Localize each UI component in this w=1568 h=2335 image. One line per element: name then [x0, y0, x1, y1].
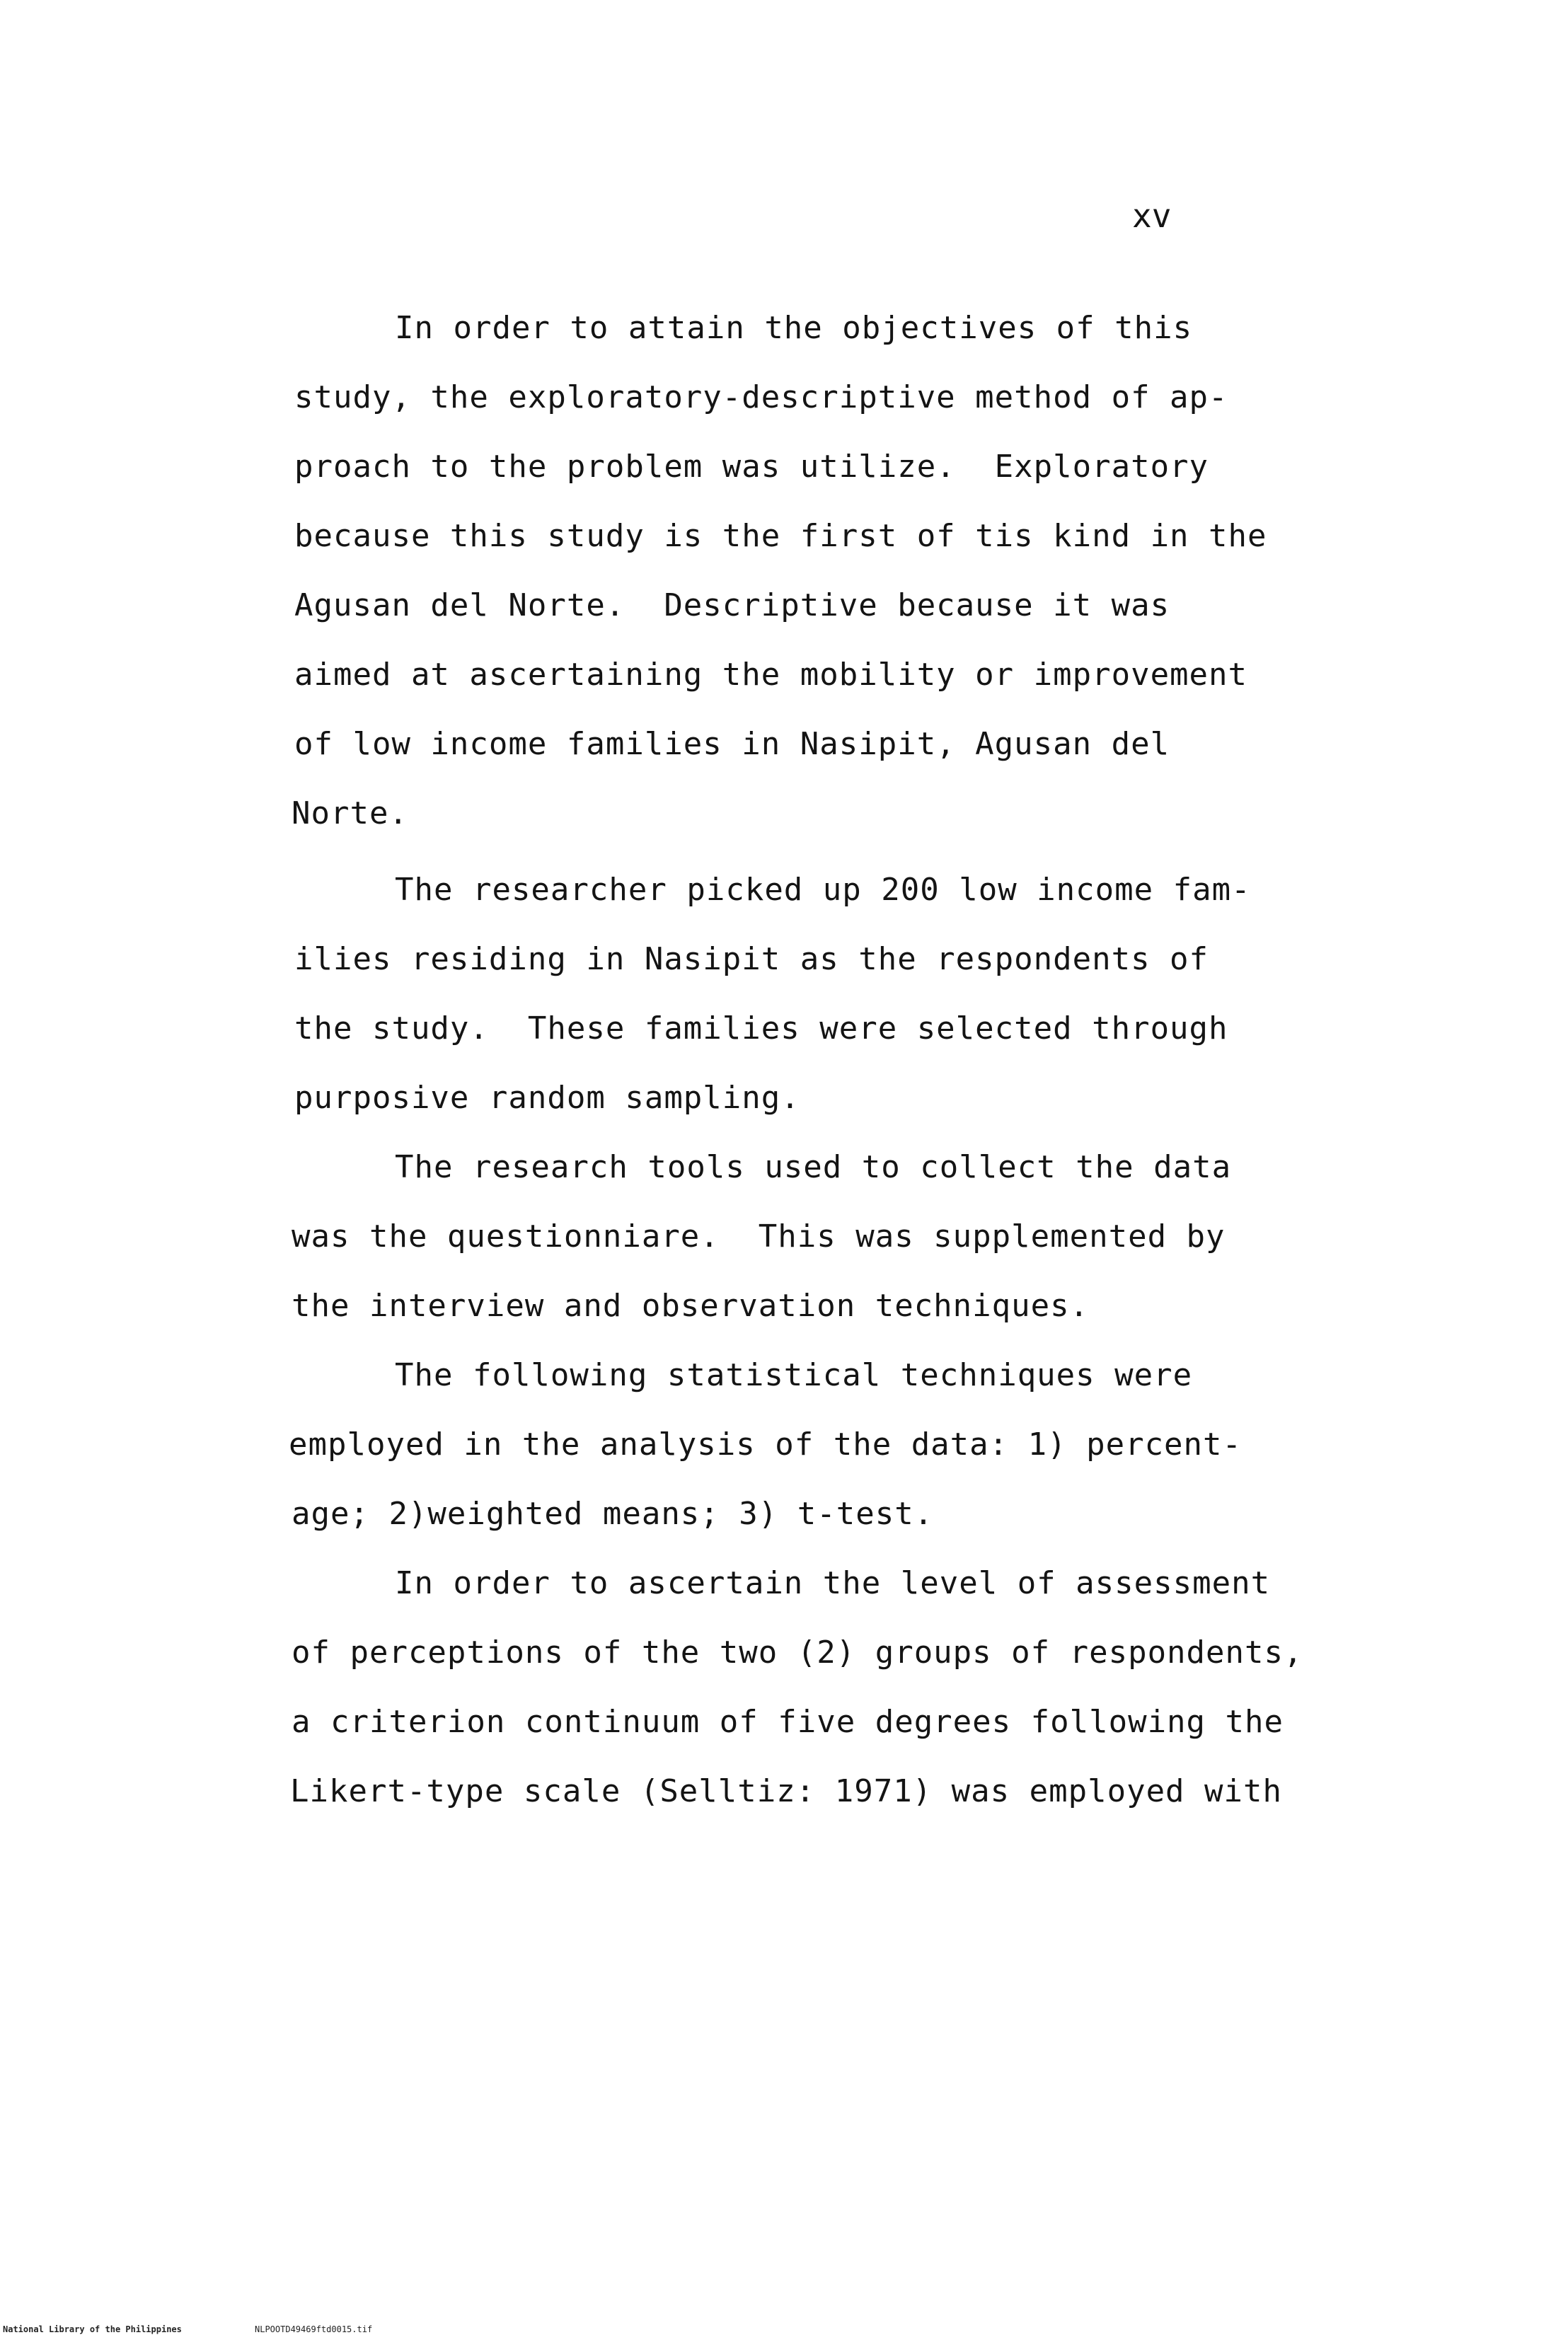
- text-line: of perceptions of the two (2) groups of respondents,: [292, 1634, 1303, 1671]
- text-line: study, the exploratory-descriptive method of ap-: [294, 379, 1228, 415]
- text-line: The following statistical techniques were: [395, 1357, 1193, 1393]
- text-line: the study. These families were selected through: [294, 1010, 1228, 1047]
- library-credit: National Library of the Philippines: [3, 2324, 182, 2334]
- text-line: the interview and observation techniques.: [292, 1288, 1090, 1324]
- text-line: because this study is the first of tis kind in the: [294, 518, 1267, 554]
- text-line: a criterion continuum of five degrees following the: [292, 1704, 1284, 1740]
- text-line: of low income families in Nasipit, Agusan del: [294, 726, 1170, 762]
- file-identifier: NLPOOTD49469ftd0015.tif: [255, 2324, 373, 2334]
- text-line: Agusan del Norte. Descriptive because it was: [294, 587, 1170, 623]
- text-line: ilies residing in Nasipit as the respondents of: [294, 941, 1209, 977]
- scan-footer: [0, 2324, 1568, 2335]
- text-line: was the questionniare. This was supplemented by: [292, 1218, 1226, 1255]
- text-line: proach to the problem was utilize. Exploratory: [294, 449, 1209, 485]
- text-line: age; 2)weighted means; 3) t-test.: [292, 1496, 934, 1532]
- text-line: Likert-type scale (Selltiz: 1971) was employed with: [290, 1773, 1283, 1809]
- text-line: The research tools used to collect the data: [395, 1149, 1232, 1185]
- text-line: employed in the analysis of the data: 1) percent-: [289, 1426, 1243, 1463]
- text-line: In order to attain the objectives of this: [395, 310, 1193, 346]
- text-line: aimed at ascertaining the mobility or improvement: [294, 657, 1248, 693]
- text-line: Norte.: [292, 795, 408, 831]
- page-number: xv: [1132, 197, 1172, 235]
- text-line: The researcher picked up 200 low income fam-: [395, 872, 1251, 908]
- text-line: purposive random sampling.: [294, 1080, 800, 1116]
- text-line: In order to ascertain the level of assessment: [395, 1565, 1271, 1601]
